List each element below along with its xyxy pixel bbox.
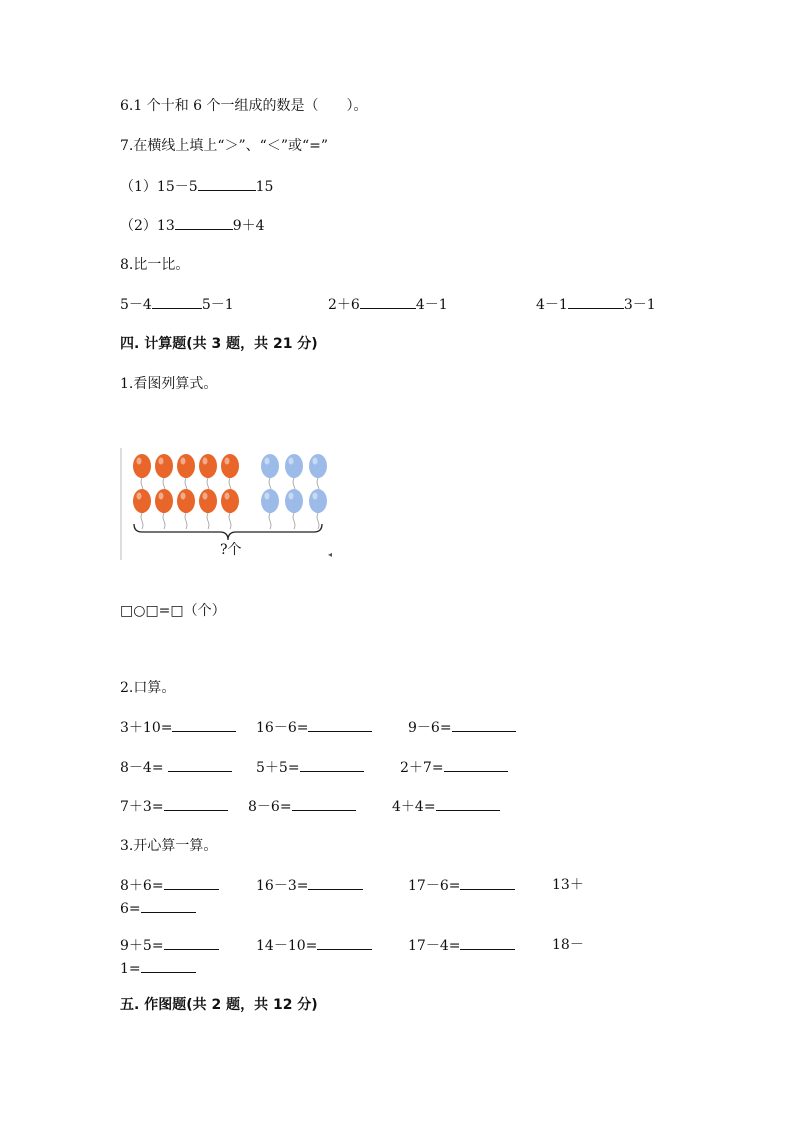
calc3-expr: 17－6= [408,878,461,894]
answer-blank[interactable] [164,935,219,950]
calc3-title: 3.开心算一算。 [120,838,218,854]
answer-blank[interactable] [175,215,233,230]
q7-item-1 [120,176,273,197]
calc3-item [408,935,515,956]
calc3-expr: 1= [120,961,141,977]
answer-blank[interactable] [308,875,363,890]
calc3-expr: 14－10= [256,938,318,954]
calc2-item [400,757,508,778]
orange-balloon-icon [221,489,239,529]
calc3-item-wrap [552,875,584,895]
calc2-item [256,757,364,778]
blue-balloon-icon [309,454,327,494]
orange-balloon-icon [133,454,151,494]
q7-item-1-right: 15 [255,179,274,195]
answer-blank[interactable] [292,796,356,811]
calc3-item-wrap-cont [120,898,196,919]
answer-blank[interactable] [141,898,196,913]
calc2-expr: 8－6= [248,799,292,815]
answer-blank[interactable] [152,294,202,309]
answer-blank[interactable] [164,796,228,811]
calc2-expr: 16－6= [256,720,309,736]
figure-mark-icon: ◂ [328,550,332,559]
calc3-expr: 8＋6= [120,878,164,894]
calc2-expr: 4＋4= [392,799,436,815]
answer-blank[interactable] [164,875,219,890]
calc3-item [408,875,515,896]
q8-item-left: 5－4 [120,297,152,313]
answer-blank[interactable] [300,757,364,772]
blue-balloon-icon [285,489,303,529]
section-4-heading: 四. 计算题(共 3 题，共 21 分) [120,336,318,352]
orange-balloon-icon [221,454,239,494]
q7-item-2-right: 9＋4 [232,218,265,234]
q7-item-1-label: （1）15－5 [120,179,198,195]
answer-blank[interactable] [168,757,232,772]
calc3-item [120,935,219,956]
blue-balloon-icon [261,454,279,494]
q8-title: 8.比一比。 [120,257,190,273]
q8-item-right: 5－1 [201,297,234,313]
calc1-answer-template: □○□=□（个） [120,603,226,619]
q6-text: 6.1 个十和 6 个一组成的数是（ ）。 [120,98,368,114]
calc2-expr: 9－6= [408,720,452,736]
calc2-expr: 7＋3= [120,799,164,815]
orange-balloon-icon [199,489,217,529]
q8-item [536,294,656,315]
blue-balloon-icon [309,489,327,529]
q8-item [328,294,448,315]
answer-blank[interactable] [141,958,196,973]
calc2-expr: 3＋10= [120,720,173,736]
calc2-item [392,796,500,817]
answer-blank[interactable] [360,294,416,309]
calc3-item-wrap-cont [120,958,196,979]
calc3-expr: 18－ [552,937,584,953]
calc3-item-wrap [552,935,584,955]
calc3-expr: 13＋ [552,877,584,893]
answer-blank[interactable] [460,935,515,950]
q8-item [120,294,234,315]
calc3-item [256,935,372,956]
answer-blank[interactable] [172,717,236,732]
calc2-item [408,717,516,738]
calc3-item [256,875,363,896]
q7-title: 7.在横线上填上“＞”、“＜”或“=” [120,138,329,154]
section-5-heading: 五. 作图题(共 2 题，共 12 分) [120,997,318,1013]
q7-item-2-label: （2）13 [120,218,175,234]
blue-balloon-icon [261,489,279,529]
orange-balloon-icon [177,489,195,529]
blue-balloon-icon [285,454,303,494]
orange-balloon-icon [199,454,217,494]
calc3-expr: 17－4= [408,938,461,954]
answer-blank[interactable] [444,757,508,772]
calc2-item [120,757,232,778]
calc2-item [120,717,236,738]
calc3-expr: 16－3= [256,878,309,894]
calc2-expr: 8－4= [120,760,164,776]
calc2-expr: 2＋7= [400,760,444,776]
q7-item-2 [120,215,265,236]
answer-blank[interactable] [460,875,515,890]
orange-balloon-icon [133,489,151,529]
answer-blank[interactable] [452,717,516,732]
calc3-expr: 6= [120,901,141,917]
calc2-item [120,796,228,817]
orange-balloon-icon [177,454,195,494]
calc2-title: 2.口算。 [120,680,176,696]
calc2-expr: 5＋5= [256,760,300,776]
answer-blank[interactable] [317,935,372,950]
calc2-item [256,717,372,738]
calc3-item [120,875,219,896]
q8-item-right: 3－1 [623,297,656,313]
calc1-title: 1.看图列算式。 [120,376,218,392]
q8-item-right: 4－1 [415,297,448,313]
balloon-figure [120,446,332,564]
answer-blank[interactable] [198,176,256,191]
answer-blank[interactable] [308,717,372,732]
q8-item-left: 4－1 [536,297,568,313]
answer-blank[interactable] [436,796,500,811]
orange-balloon-icon [155,454,173,494]
calc2-item [248,796,356,817]
answer-blank[interactable] [568,294,624,309]
orange-balloon-icon [155,489,173,529]
calc3-expr: 9＋5= [120,938,164,954]
brace-icon [134,524,322,540]
figure-label: ?个 [220,542,242,558]
q8-item-left: 2＋6 [328,297,360,313]
